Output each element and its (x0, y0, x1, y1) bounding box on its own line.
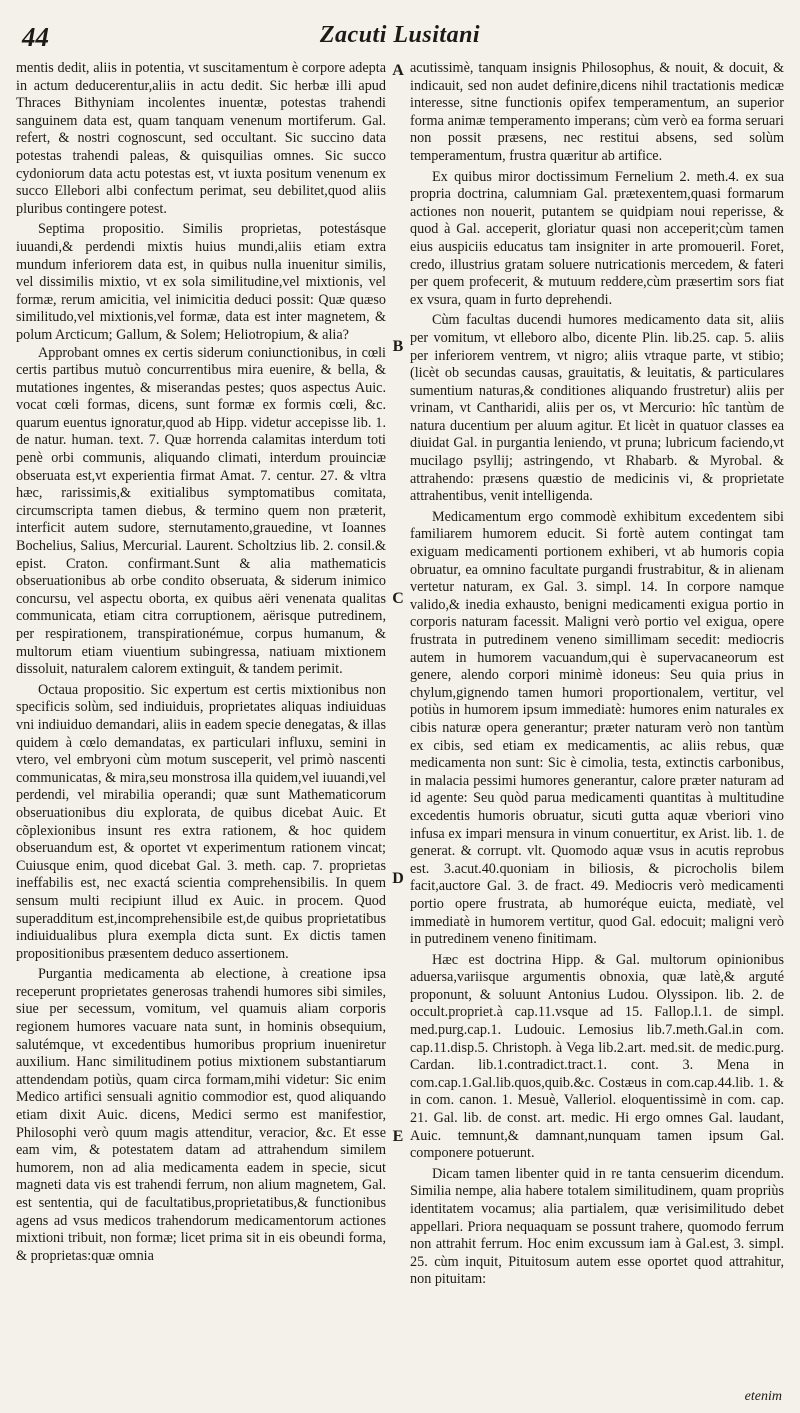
paragraph: Medicamentum ergo commodè exhibitum excedentem sibi familiarem humorem educit. Si fortè autem contingat tam exiguam medicamenti portionem exhiberi, vt ab humoris copia obruatur, ea omnino facultate purgandi frustrabitur, & in alienam vertetur naturam, ex Gal. 3. simpl. 14. In corpore namque valido,& inedia exhausto, benigni medicamenti exigua portio in corporis naturam facessit. Maligni verò portio vel exigua, opere frustrata in putredinem veneno simillimam secedit: mediocris autem in humorem vacuandum,qui è supervacaneorum est genere, alendo corpori minimè idoneus: Seu quia prius in chylum,gignendo tamen humori proportionalem, vertitur, vel potiùs in humorem ipsum immediatè: humores enim naturales ex cibis naturæ opera generantur; præter naturam verò non tantùm ex cibis, sed etiam ex medicamentis, ac aliis rebus, quæ medicamenta non sunt: Sic è cimolia, testa, extinctis carbonibus, in malacia pessimi humores generantur, calore præter naturam ad id agente: Seu quòd parua medicamenti quantitas à multitudine excedentis humoris obruatur, sicuti gutta aquæ vberiori vino infusa ex impari mensura in vinum conuertitur, ex Arist. lib. 1. de generat. & corrupt. vlt. Quomodo aquæ vsus in acutis reprobus est. 3.acut.40.quoniam in biliosis, & picrocholis bilem facit,auctore Gal. 3. de fract. 49. Mediocris verò medicamenti portio opere frustrata, ab humoréque euicta, mediatè, vel immediatè in humorem vertitur, quod Gal. edocuit; maligni verò in putredinem veneno finitimam. (410, 508, 784, 948)
paragraph: Cùm facultas ducendi humores medicamento data sit, aliis per vomitum, vt elleboro albo, dicente Plin. lib.25. cap. 5. aliis per inferiorem ventrem, vt nigro; aliis vtraque parte, vt stibio; (licèt ob secundas causas, grauitatis, & leuitatis, & particulares sumentium naturas,& conditiones aliquando frustretur) aliis per vrinam, vt Cantharidi, aliis per os, vt Mercurio: hîc tantùm de natura ducentium per aluum agitur. Et licèt in quatuor classes ea diuidat Gal. in purgantia leniendo, vt pruna; lubricum faciendo,vt mucilago psyllij; astringendo, vt Rhabarb. & Myrobal. & attrahendo: præsens quæstio de medicinis vi, & proprietate attrahentibus, venit intelligenda. (410, 312, 784, 505)
margin-letter-b: B (392, 338, 404, 355)
margin-letter-a: A (392, 62, 404, 79)
paragraph: Septima propositio. Similis proprietas, potestásque iuuandi,& perdendi mixtis huius mundi,aliis etiam extra mundum inferiorem data est, in quibus nulla inuenitur similis, vel dissimilis mixtio, vt ex sola similitudine,vel mixtionis, vel formæ, rerum amicitia, vel inimicitia deduci possit: Quæ quæso similitudo,vel mixtionis,vel formæ, data est inter magnetem, & polum Arcticum; Gallum, & Solem; Heliotropium, & alia? (16, 221, 386, 343)
margin-letter-e: E (392, 1128, 404, 1145)
left-text-column (16, 60, 386, 1400)
paragraph: acutissimè, tanquam insignis Philosophus, & nouit, & docuit, & indicauit, sed non audet definire,dicens nihil tractationis medicæ interesse, sitne functionis opifex temperamentum, an superior forma animæ temperamento imperans; cùm verò ea forma seruari non possit præsens, nec restitui absens, sed solùm temperamentum, frustra quæritur ab artifice. (410, 60, 784, 164)
catchword: etenim (744, 1389, 782, 1404)
right-text-column (410, 60, 784, 1400)
paragraph: mentis dedit, aliis in potentia, vt suscitamentum è corpore adepta in actum deducerentur,aliis in actu dedit. Sic herbæ illi apud Thraces Bithyniam incolentes inuentæ, potestas trahendi sanguinem data est, quam tanquam venenum mortiferum. Gal. refert, & nostri cognoscunt, sed occultant. Sic succino data potestas trahendi paleas, & quisquilias omnes. Sic succo cydoniorum data actu potestas est, vt iuxta positum venenum ex succo Ellebori albi confectum perimat, seu debilitet,quod aliis pluribus contingere potest. (16, 60, 386, 217)
paragraph: Hæc est doctrina Hipp. & Gal. multorum opinionibus aduersa,variisque argumentis obnoxia, quæ latè,& arguté proponunt, & soluunt Antonius Ludou. Olyssipon. lib. 2. de occult.propriet.à cap.11.vsque ad 15. Fallop.l.1. de simpl. med.purg.cap.1. Ludouic. Lemosius lib.7.meth.Gal.in com. cap.11.disp.5. Christoph. à Vega lib.2.art. med.sit. de medic.purg. Cardan. lib.1.contradict.tract.1. cont. 3. Mena in com.cap.1.Gal.lib.quos,quib.&c. Costæus in com.cap.44.lib. 1. & in com. canon. 1. Mesuè, Valleriol. eloquentissimè in com. cap. 21. Gal. lib. de const. art. medic. Hi ergo omnes Gal. laudant, Auic. temnunt,& damnant,nunquam tamen ipsum Gal. componere potuerunt. (410, 951, 784, 1162)
margin-letter-c: C (392, 590, 404, 607)
paragraph: Octaua propositio. Sic expertum est certis mixtionibus non specificis solùm, sed indiuiduis, proprietates aliquas indiuiduas vni indiuiduo demandari, aliis in eadem specie denegatas, & illas quidem à cœlo demandatas, ex particulari influxu, semini in vtero, vel embryoni cùm motum susceperit, vel primò nascenti communicatas, & mira,seu monstrosa illa quidem,vel iuuandi,vel perdendi, vel mirabilia operandi; quæ sunt Mathematicorum obseruationibus diu explorata, de quibus dicebat Auic. Et cõplexionibus insunt res extra rationem, & hoc quidem obseruandum est, & oportet vt experimentum rationem vincat; Cuiusque enim, quod dicebat Gal. 3. meth. cap. 7. proprietas ineffabilis est, nec exactá scientia comprehensibilis. In quem sensum multi recipiunt illud ex Auic. in procem. Quod superadditum est,incomprehensibile est,de quibus proprietatibus indiuidualibus plura exempla dicta sunt. Ex dictis tamen propositionibus præsentem deduco assertionem. (16, 681, 386, 962)
margin-letter-d: D (392, 870, 404, 887)
page-number: 44 (22, 22, 49, 52)
paragraph: Approbant omnes ex certis siderum coniunctionibus, in cœli certis partibus mutuò concurrentibus mira euenire, & bella, & mutationes ingentes, & miserandas pestes; quos aspectus Auic. vocat cœli formas, dicens, sunt formæ ex formis cœli, &c. quarum euentus ignoratur,quod ab Hipp. videtur accepisse lib. 1. de natur. human. text. 7. Quæ horrenda calamitas interdum toti penè orbi communis, aliquando climati, interdum prouinciæ obseruata est,vt experientia firmat Amat. 7. centur. 27. & vltra hæc, rarissimis,& exitialibus symptomatibus comitata, circumscripta tamen diebus, & termino quem non præterit, interficit autem sudore, sternutamento,grauedine, vt Ioannes Bochelius, Salius, Mercurial. Laurent. Scholtzius lib. 2. consil.& epist. Craton. confirmant.Sunt & alia mathematicis obseruationibus ab orbe condito obseruata, & siderum inimico concursu, vel aspectu oborta, ex quibus aëri venenata qualitas communicata, etiam citra corruptionem, aërisque putredinem, per respirationem, transpirationémue, corpus humanum, & multorum etiam viuentium subingressa, natiuam mixtionem dissoluit, naturalem calorem extinguit, & tandem perimit. (16, 344, 386, 678)
paragraph: Purgantia medicamenta ab electione, à creatione ipsa receperunt proprietates generosas trahendi humores sibi similes, siue per secessum, vomitum, vel quamuis aliam corporis regionem humores vacuare nata sunt, in hominis obsequium, salutémque, vt excedentibus humoribus proprium inueniretur auxilium. Hanc similitudinem potius mixtionem substantiarum attendendam potiùs, quam circa formam,mihi videtur: Sic enim Medico artifici sensuali agnitio commodior est, quod aliquando etiam dixit Auic. dicens, Medici sermo est manifestior, Philosophi verò quum magis attenditur, veracior, &c. Et esse eam vim, & potestatem datam ad attrahendum similem humorem, non ad alia medicamenta eadem in specie, sicut magneti data vis est trahendi ferrum, non alium magnetem, Gal. est sententia, qui de facultatibus,proprietatibus,& functionibus agens ad vsus medicos trahendorum medicamentorum actiones mixtioni tribuit, non formæ; licet prima sit in eis obeundi forma, & proprietas:quæ omnia (16, 966, 386, 1264)
paragraph: Ex quibus miror doctissimum Fernelium 2. meth.4. ex sua propria doctrina, calumniam Gal. prætexentem,quasi formarum actiones non nouerit, putantem se quidpiam noui reperisse, & quod à Gal. acceperit, gloriatur quasi non acceperit;cùm tamen eius auspiciis educatus tam insigniter in arte promoueril. Foret, credo, illustrius gratam soluere nutricationis mercedem, & fateri per quem profecerit, & mutuum reddere,cùm præsertim sors fiat ex vsura, quam in furto deprehendi. (410, 168, 784, 308)
running-head: Zacuti Lusitani (319, 22, 481, 48)
page-header (14, 22, 786, 58)
paragraph: Dicam tamen libenter quid in re tanta censuerim dicendum. Similia nempe, alia habere totalem similitudinem, quam propriùs identitatem vocamus; alia partialem, quæ verisimilitudo debet appellari. Priora nequaquam se possunt trahere, quomodo ferrum non attrahit ferrum. Hoc enim excussum iam à Gal.est, 3. simpl. 25. cùm inquit, Pituitosum autem esse oportet quod attrahitur, non pituitam: (410, 1165, 784, 1288)
